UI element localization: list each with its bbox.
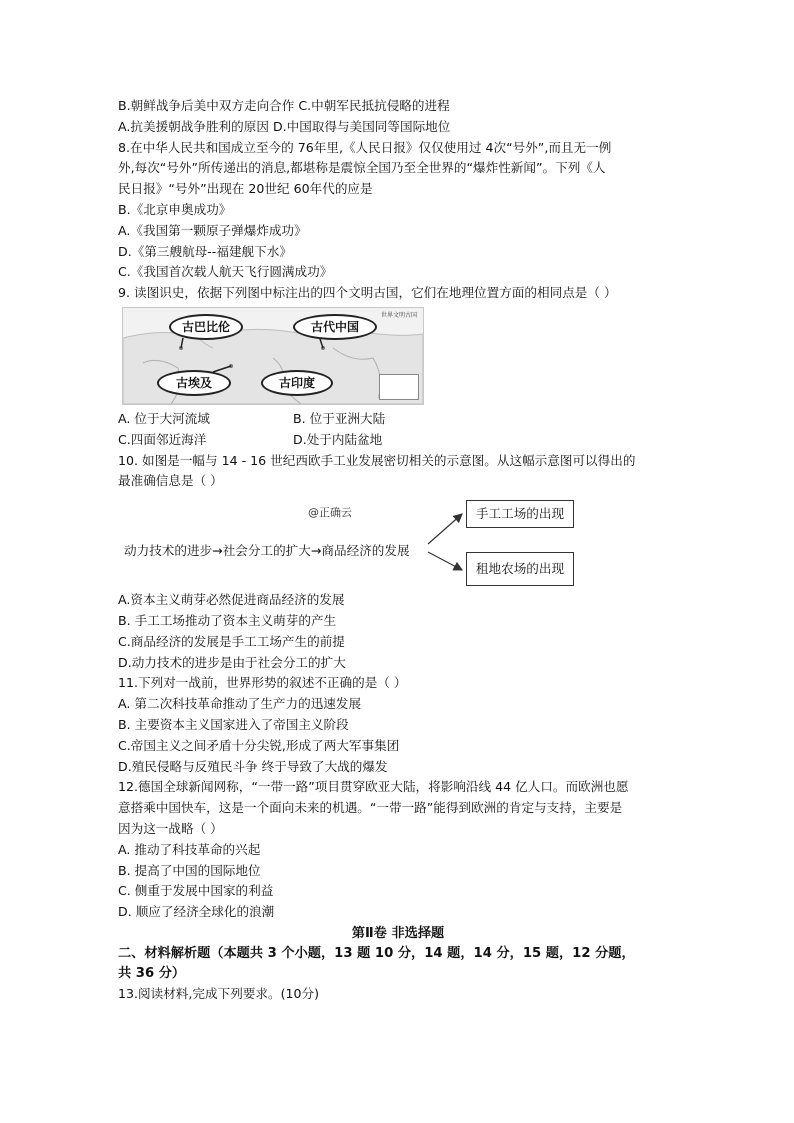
q11-option-a: A. 第二次科技革命推动了生产力的迅速发展	[118, 696, 362, 712]
exam-page	[118, 96, 678, 1005]
q7-option-d: D.中国取得与美国同等国际地位	[272, 118, 451, 134]
handicraft-flow-diagram	[122, 496, 596, 588]
q7-option-c: C.中朝军民抵抗侵略的进程	[298, 98, 450, 113]
q9-stem: 9. 读图识史，依据下列图中标注出的四个文明古国，它们在地理位置方面的相同点是（ ）	[118, 285, 617, 301]
q10-option-b: B. 手工工场推动了资本主义萌芽的产生	[118, 612, 337, 628]
watermark: @正确云	[308, 506, 352, 520]
q8-option-a: A.《我国第一颗原子弹爆炸成功》	[118, 222, 307, 238]
q12-stem-line-1: 12.德国全球新闻网称，“一带一路”项目贯穿欧亚大陆，将影响沿线 44 亿人口。而欧洲也愿	[118, 779, 629, 795]
q9-option-b: B. 位于亚洲大陆	[293, 410, 386, 426]
label-ancient-china: 古代中国	[293, 314, 377, 340]
q10-stem-line-1: 10. 如图是一幅与 14 - 16 世纪西欧手工业发展密切相关的示意图。从这幅示意图可以得出的	[118, 452, 636, 468]
label-ancient-egypt: 古埃及	[157, 370, 231, 396]
q8-stem-line-3: 民日报》“号外”出现在 20世纪 60年代的应是	[118, 181, 373, 197]
q9-option-c: C.四面邻近海洋	[118, 431, 207, 447]
q11-option-d: D.殖民侵略与反殖民斗争 终于导致了大战的爆发	[118, 758, 388, 774]
q9-option-d: D.处于内陆盆地	[293, 431, 383, 447]
part-2-heading-line-2: 共 36 分）	[118, 965, 186, 981]
q12-option-c: C. 侧重于发展中国家的利益	[118, 883, 274, 899]
q8-stem-line-2: 外,每次“号外”所传递出的消息,都堪称是震惊全国乃至全世界的“爆炸性新闻”。下列《人	[118, 160, 606, 176]
ancient-civilizations-map	[122, 307, 424, 405]
section-2-title: 第Ⅱ卷 非选择题	[351, 925, 445, 941]
map-legend	[379, 374, 419, 400]
box-tenant-farm: 租地农场的出现	[466, 552, 574, 586]
flow-chain: 动力技术的进步→社会分工的扩大→商品经济的发展	[124, 543, 410, 559]
q7-options-row-1	[118, 96, 678, 117]
q7-option-a: A.抗美援朝战争胜利的原因	[118, 118, 269, 134]
q11-option-b: B. 主要资本主义国家进入了帝国主义阶段	[118, 716, 349, 732]
q10-option-c: C.商品经济的发展是手工工场产生的前提	[118, 633, 345, 649]
q7-options-row-2	[118, 117, 678, 138]
map-title: 世界文明古国	[380, 311, 417, 319]
box-handicraft-workshop: 手工工场的出现	[466, 500, 574, 528]
q9-options-row-2	[118, 430, 678, 451]
label-ancient-india: 古印度	[261, 370, 333, 396]
q12-option-d: D. 顺应了经济全球化的浪潮	[118, 904, 275, 920]
q10-stem-line-2: 最准确信息是（ ）	[118, 473, 223, 489]
q9-option-a: A. 位于大河流域	[118, 410, 210, 426]
q8-option-d: D.《第三艘航母--福建舰下水》	[118, 243, 292, 259]
q12-stem-line-2: 意搭乘中国快车，这是一个面向未来的机遇。“一带一路”能得到欧洲的肯定与支持，主要是	[118, 800, 623, 816]
q12-option-a: A. 推动了科技革命的兴起	[118, 841, 261, 857]
label-ancient-babylon: 古巴比伦	[169, 314, 243, 340]
q10-option-a: A.资本主义萌芽必然促进商品经济的发展	[118, 592, 345, 608]
q7-option-b: B.朝鲜战争后美中双方走向合作	[118, 98, 295, 113]
q11-stem: 11.下列对一战前，世界形势的叙述不正确的是（ ）	[118, 675, 407, 691]
q9-options-row-1	[118, 409, 678, 430]
part-2-heading-line-1: 二、材料解析题（本题共 3 个小题，13 题 10 分，14 题，14 分，15 题，12 分题，	[118, 945, 635, 961]
q12-stem-line-3: 因为这一战略（ ）	[118, 820, 223, 836]
q8-option-b: B.《北京申奥成功》	[118, 201, 232, 217]
q8-option-c: C.《我国首次载人航天飞行圆满成功》	[118, 264, 333, 280]
q11-option-c: C.帝国主义之间矛盾十分尖锐,形成了两大军事集团	[118, 737, 400, 753]
q8-stem-line-1: 8.在中华人民共和国成立至今的 76年里,《人民日报》仅仅使用过 4次“号外”,而且无一例	[118, 139, 612, 155]
q12-option-b: B. 提高了中国的国际地位	[118, 862, 261, 878]
q13-stem: 13.阅读材料,完成下列要求。(10分)	[118, 985, 320, 1001]
q10-option-d: D.动力技术的进步是由于社会分工的扩大	[118, 654, 346, 670]
